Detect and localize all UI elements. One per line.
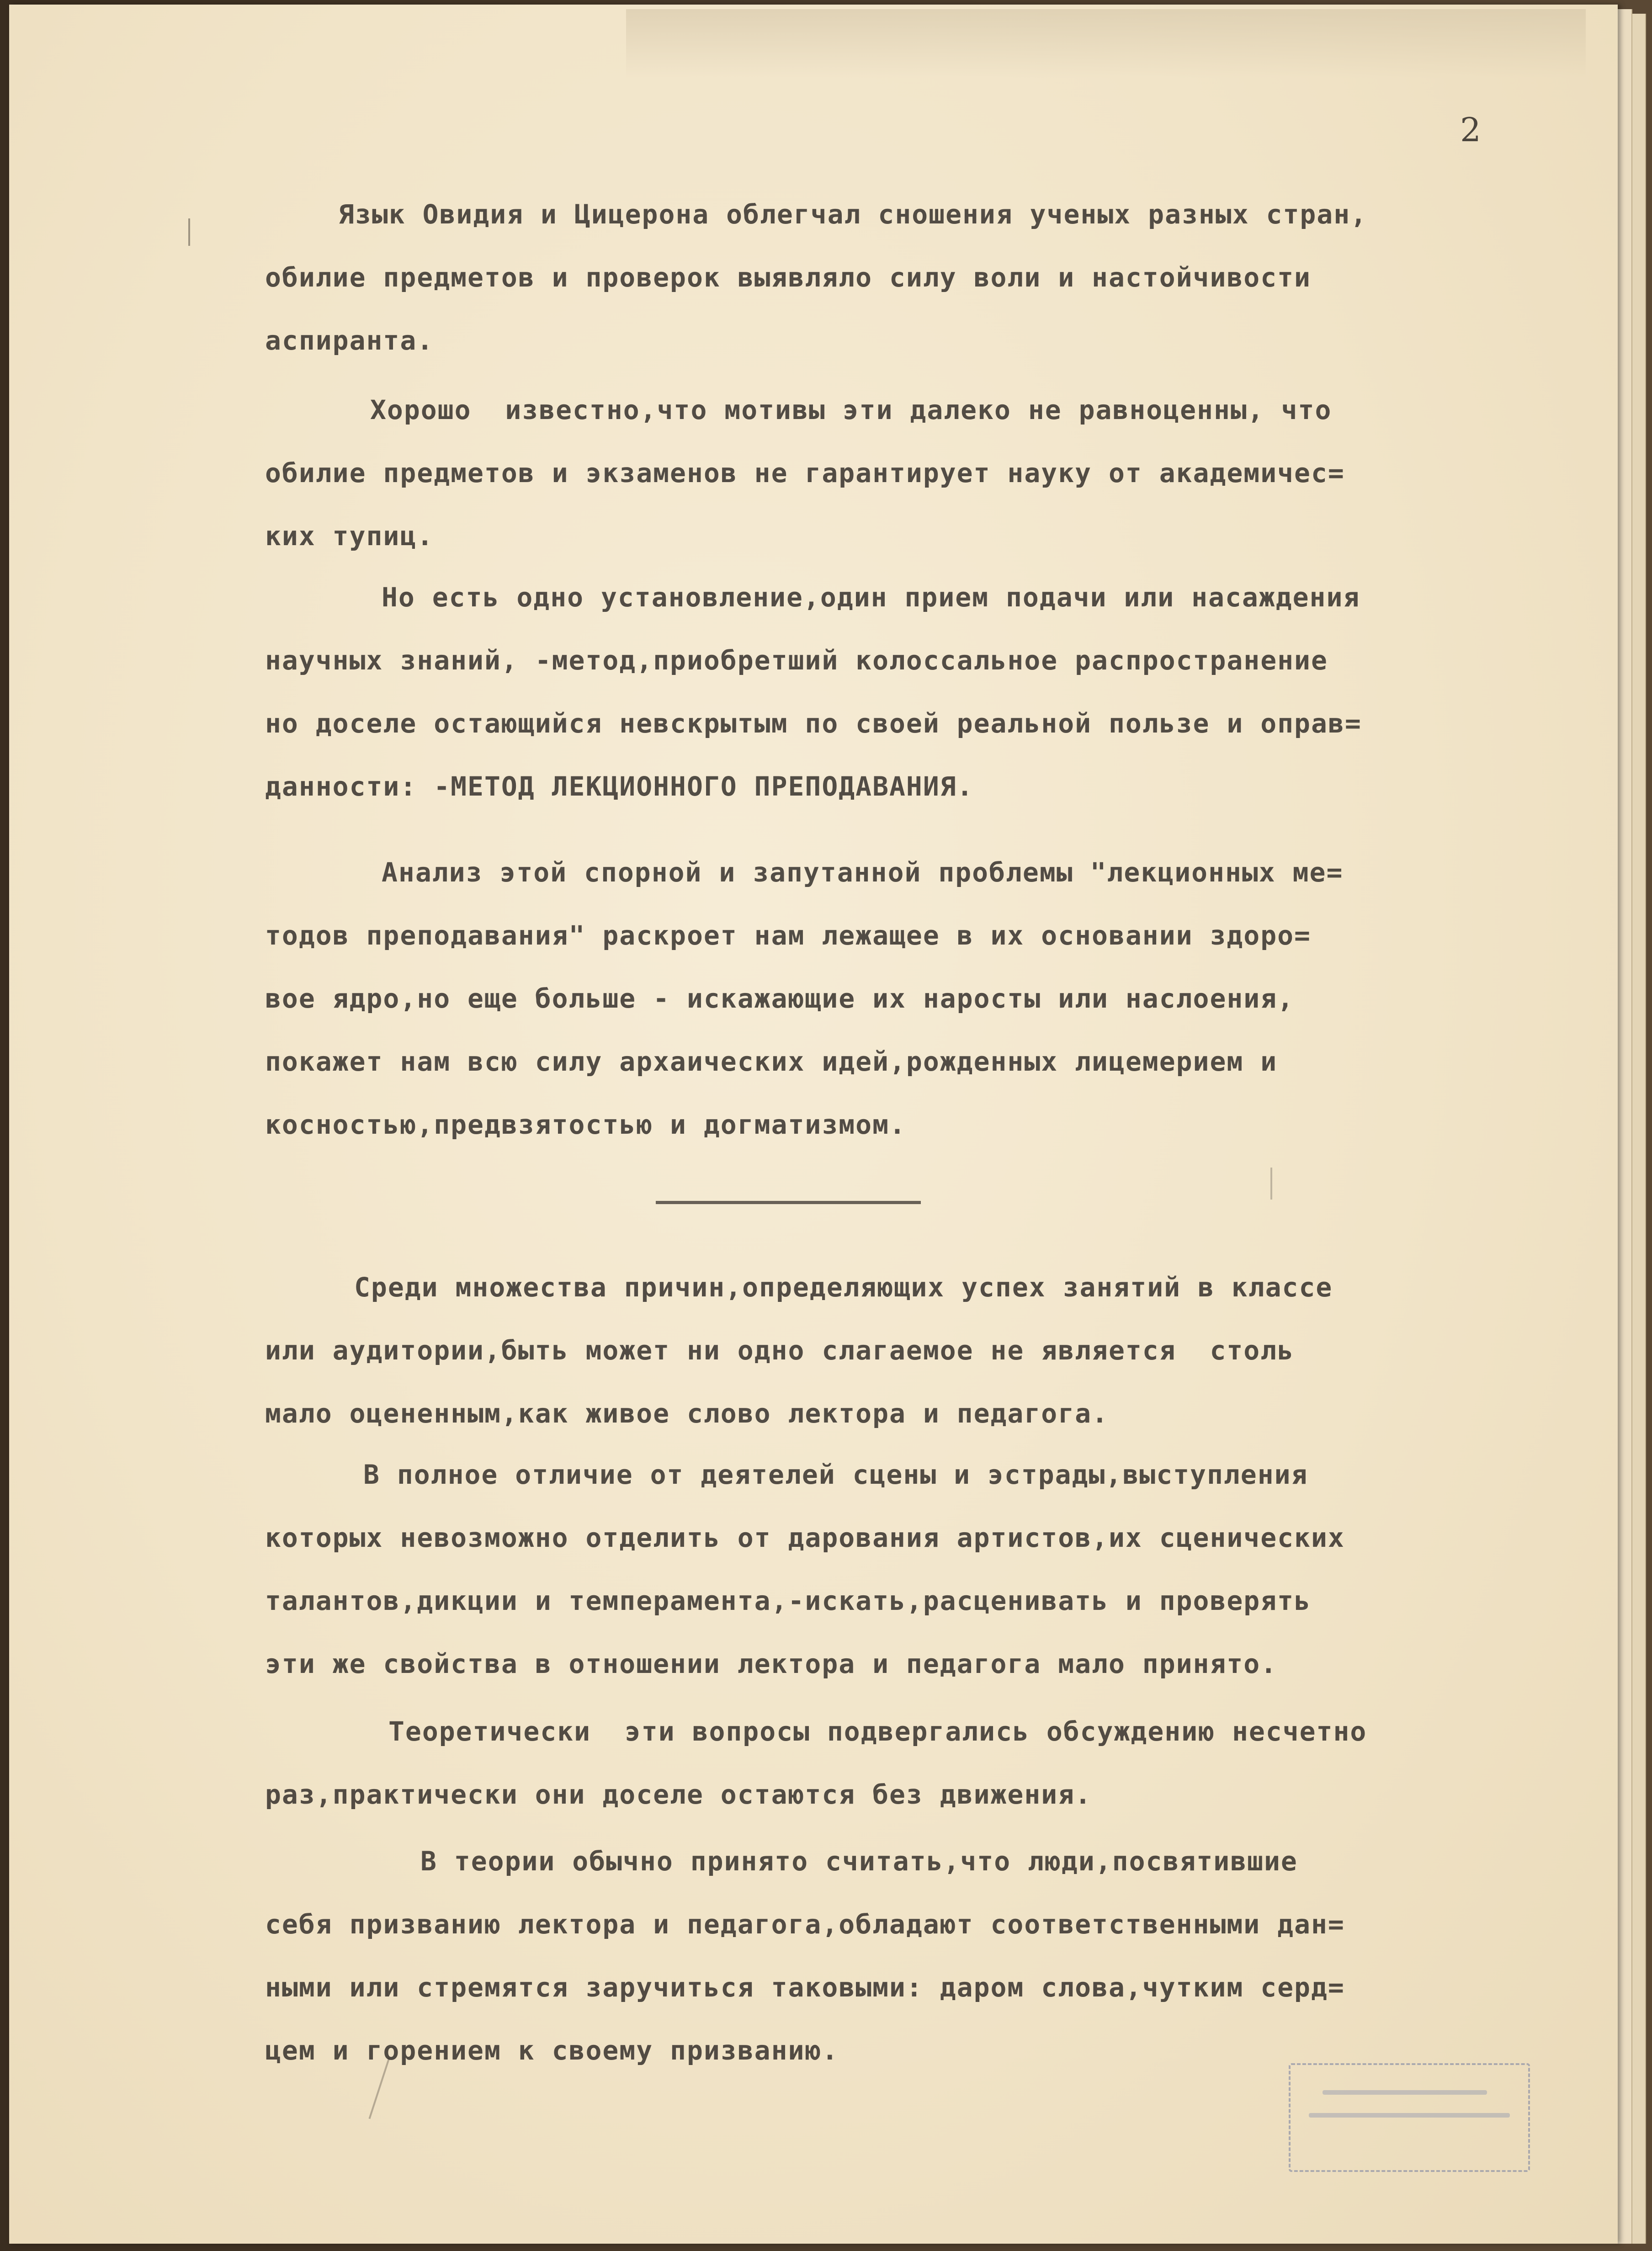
text-line: или аудитории,быть может ни одно слагаемое не является столь	[265, 1335, 1295, 1366]
text-line: себя призванию лектора и педагога,обладают соответственными дан=	[265, 1909, 1345, 1940]
archive-stamp	[1289, 2063, 1530, 2172]
text-line: Анализ этой спорной и запутанной проблемы "лекционных ме=	[382, 857, 1344, 888]
text-line: но доселе остающийся невскрытым по своей реальной пользе и оправ=	[265, 708, 1362, 739]
heading-line: данности: -МЕТОД ЛЕКЦИОННОГО ПРЕПОДАВАНИЯ.	[265, 771, 974, 802]
text-line: Среди множества причин,определяющих успех занятий в классе	[354, 1272, 1333, 1303]
text-line: В полное отличие от деятелей сцены и эстрады,выступления	[363, 1459, 1308, 1490]
text-line: раз,практически они доселе остаются без движения.	[265, 1779, 1092, 1810]
text-line: косностью,предвзятостью и догматизмом.	[265, 1109, 906, 1140]
text-line: Но есть одно установление,один прием подачи или насаждения	[382, 582, 1360, 613]
text-line: эти же свойства в отношении лектора и педагога мало принято.	[265, 1648, 1278, 1679]
text-line: которых невозможно отделить от дарования артистов,их сценических	[265, 1522, 1345, 1553]
stamp-text-smudge	[1323, 2090, 1487, 2095]
text-line: покажет нам всю силу архаических идей,рожденных лицемерием и	[265, 1046, 1278, 1077]
text-line: научных знаний, -метод,приобретший колоссальное распространение	[265, 645, 1328, 676]
text-line: Язык Овидия и Цицерона облегчал сношения ученых разных стран,	[338, 199, 1368, 230]
stamp-text-smudge	[1309, 2113, 1510, 2118]
text-line: аспиранта.	[265, 325, 434, 356]
text-line: Хорошо известно,что мотивы эти далеко не равноценны, что	[370, 394, 1332, 425]
text-line: ными или стремятся заручиться таковыми: даром слова,чутким серд=	[265, 1972, 1345, 2003]
text-line: мало оцененным,как живое слово лектора и педагога.	[265, 1398, 1109, 1429]
torn-top-edge	[626, 9, 1586, 78]
margin-pencil-mark	[368, 2058, 390, 2119]
text-line: обилие предметов и экзаменов не гарантирует науку от академичес=	[265, 457, 1345, 488]
text-line: тодов преподавания" раскроет нам лежащее в их основании здоро=	[265, 920, 1311, 951]
text-line: вое ядро,но еще больше - искажающие их наросты или наслоения,	[265, 983, 1295, 1014]
typewritten-page	[9, 5, 1618, 2244]
text-line: Теоретически эти вопросы подвергались обсуждению несчетно	[388, 1716, 1367, 1747]
page-number: 2	[1460, 111, 1481, 149]
text-line: В теории обычно принято считать,что люди,посвятившие	[420, 1846, 1298, 1877]
section-divider	[656, 1201, 921, 1204]
text-line: ких тупиц.	[265, 520, 434, 552]
text-line: талантов,дикции и темперамента,-искать,расценивать и проверять	[265, 1585, 1311, 1616]
text-line: обилие предметов и проверок выявляло силу воли и настойчивости	[265, 262, 1311, 293]
text-line: цем и горением к своему призванию.	[265, 2035, 839, 2066]
margin-pencil-mark	[188, 218, 190, 246]
faint-ink-mark	[1270, 1168, 1272, 1200]
